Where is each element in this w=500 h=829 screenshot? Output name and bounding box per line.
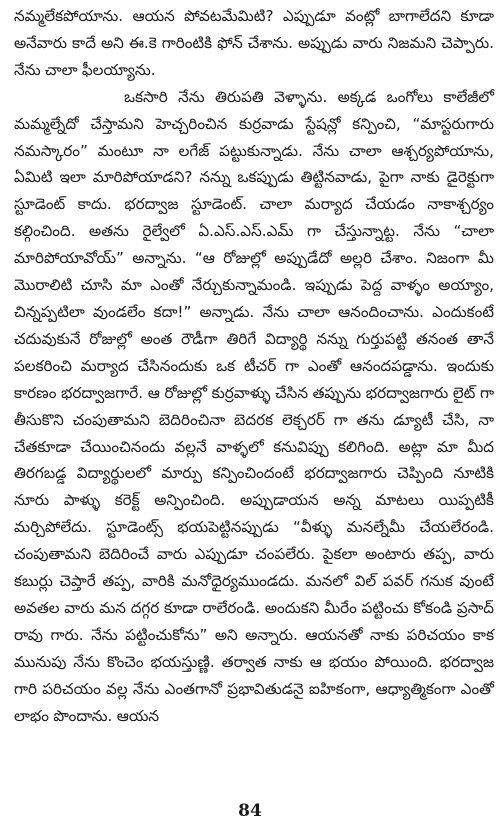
paragraph-1: నమ్మలేకపోయాను. ఆయన పోవటమేమిటి? ఎప్పుడూ వంట్లో బాగాలేదని కూడా అనేవారు కాదే అని ఈ.కె గారింటికి ఫోన్ చేశాను. అప్పుడు వారు నిజమని చెప్పారు. నేను చాలా ఫీలయ్యాను. (14, 7, 494, 79)
paragraph-2: ఒకసారి నేను తిరుపతి వెళ్ళాను. అక్కడ ఒంగోలు కాలేజీలో మమ్మల్నేదో చేస్తామని హెచ్చరించిన కుర్రవాడు స్టేషన్లో కన్పించి, “మాస్టరుగారు నమస్కారం” మంటూ నా లగేజ్ పట్టుకున్నాడు. నేను చాలా ఆశ్చర్యపోయాను, ఏమిటి ఇలా మారిపోయాడని? నన్ను ఒకప్పుడు తిట్టినవాడు, పైగా నాకు డైరెక్టుగా స్టూడెంట్ కాదు. భరద్వాజ స్టూడెంట్. చాలా మర్యాద చేయడం నాకాశ్చర్యం కల్గించింది. అతను రైల్వేలో ఏ.ఎస్.ఎస్.ఎమ్ గా చేస్తున్నాట్ట. నేను “చాలా మారిపోయావోయ్” అన్నాను. “ఆ రోజుల్లో అప్పుడేదో అల్లరి చేశాం. నిజంగా మీ మొరాలిటి చూసి మా ఎంతో నేర్చుకున్నామండి. ఇప్పుడు పెద్ద వాళ్ళం అయ్యాం, చిన్నప్పటిలా వుండలేం కదా!” అన్నాడు. నేను చాలా ఆనందించాను. ఎందుకంటే చదువుకునే రోజుల్లో అంత రౌడీగా తిరిగే విద్యార్థి నన్ను గుర్తుపట్టి తనంత తానే పలకరించి మర్యాద చేసినందుకు ఒక టీచర్ గా ఎంతో ఆనందపడ్డాను. ఇందుకు కారణం భరద్వాజగారే. ఆ రోజుల్లో కుర్రవాళ్ళు చేసిన తప్పును భరద్వాజగారు లైట్ గా తీసుకొని చంపుతామని బెదిరించినా బెదరక లెక్చరర్ గా తను డ్యూటీ చేసి, నా చేతకూడా చేయించినందు వల్లనే వాళ్ళలో కనువిప్పు కలిగింది. అట్లా మా మీద తిరగబడ్డ విద్యార్థులలో మార్పు కన్పించిందంటే భరద్వాజగారు చెప్పింది నూటికి నూరు పాళ్ళు కరెక్ట్ అన్పించింది. అప్పుడాయన అన్న మాటలు యిప్పటికీ మర్చిపోలేదు. స్టూడెంట్స్ భయపెట్టినప్పుడు “వీళ్ళు మనల్నేమీ చేయలేరండి. చంపుతామని బెదిరించే వారు ఎప్పుడూ చంపలేరు. పైకలా అంటారు తప్ప, వారు కబుర్లు చెప్తారే తప్ప, వారికి మనోధైర్యముండదు. మనలో విల్ పవర్ గనుక వుంటే అవతల వారు మన దగ్గర కూడా రాలేరండి. అందుకని మీరేం పట్టించు కోకండి ప్రసాద్ రావు గారు. నేను పట్టించుకోను” అని అన్నారు. ఆయనతో నాకు పరిచయం కాక మునుపు నేను కొంచెం భయస్తుణ్ణి. తర్వాత నాకు ఆ భయం పోయింది. భరద్వాజ గారి పరిచయం వల్ల నేను ఎంతగానో ప్రభావితుడనై ఐహికంగా, ఆధ్యాత్మికంగా ఎంతో లాభం పొందాను. ఆయన (14, 87, 494, 725)
page-number: 84 (238, 801, 262, 821)
